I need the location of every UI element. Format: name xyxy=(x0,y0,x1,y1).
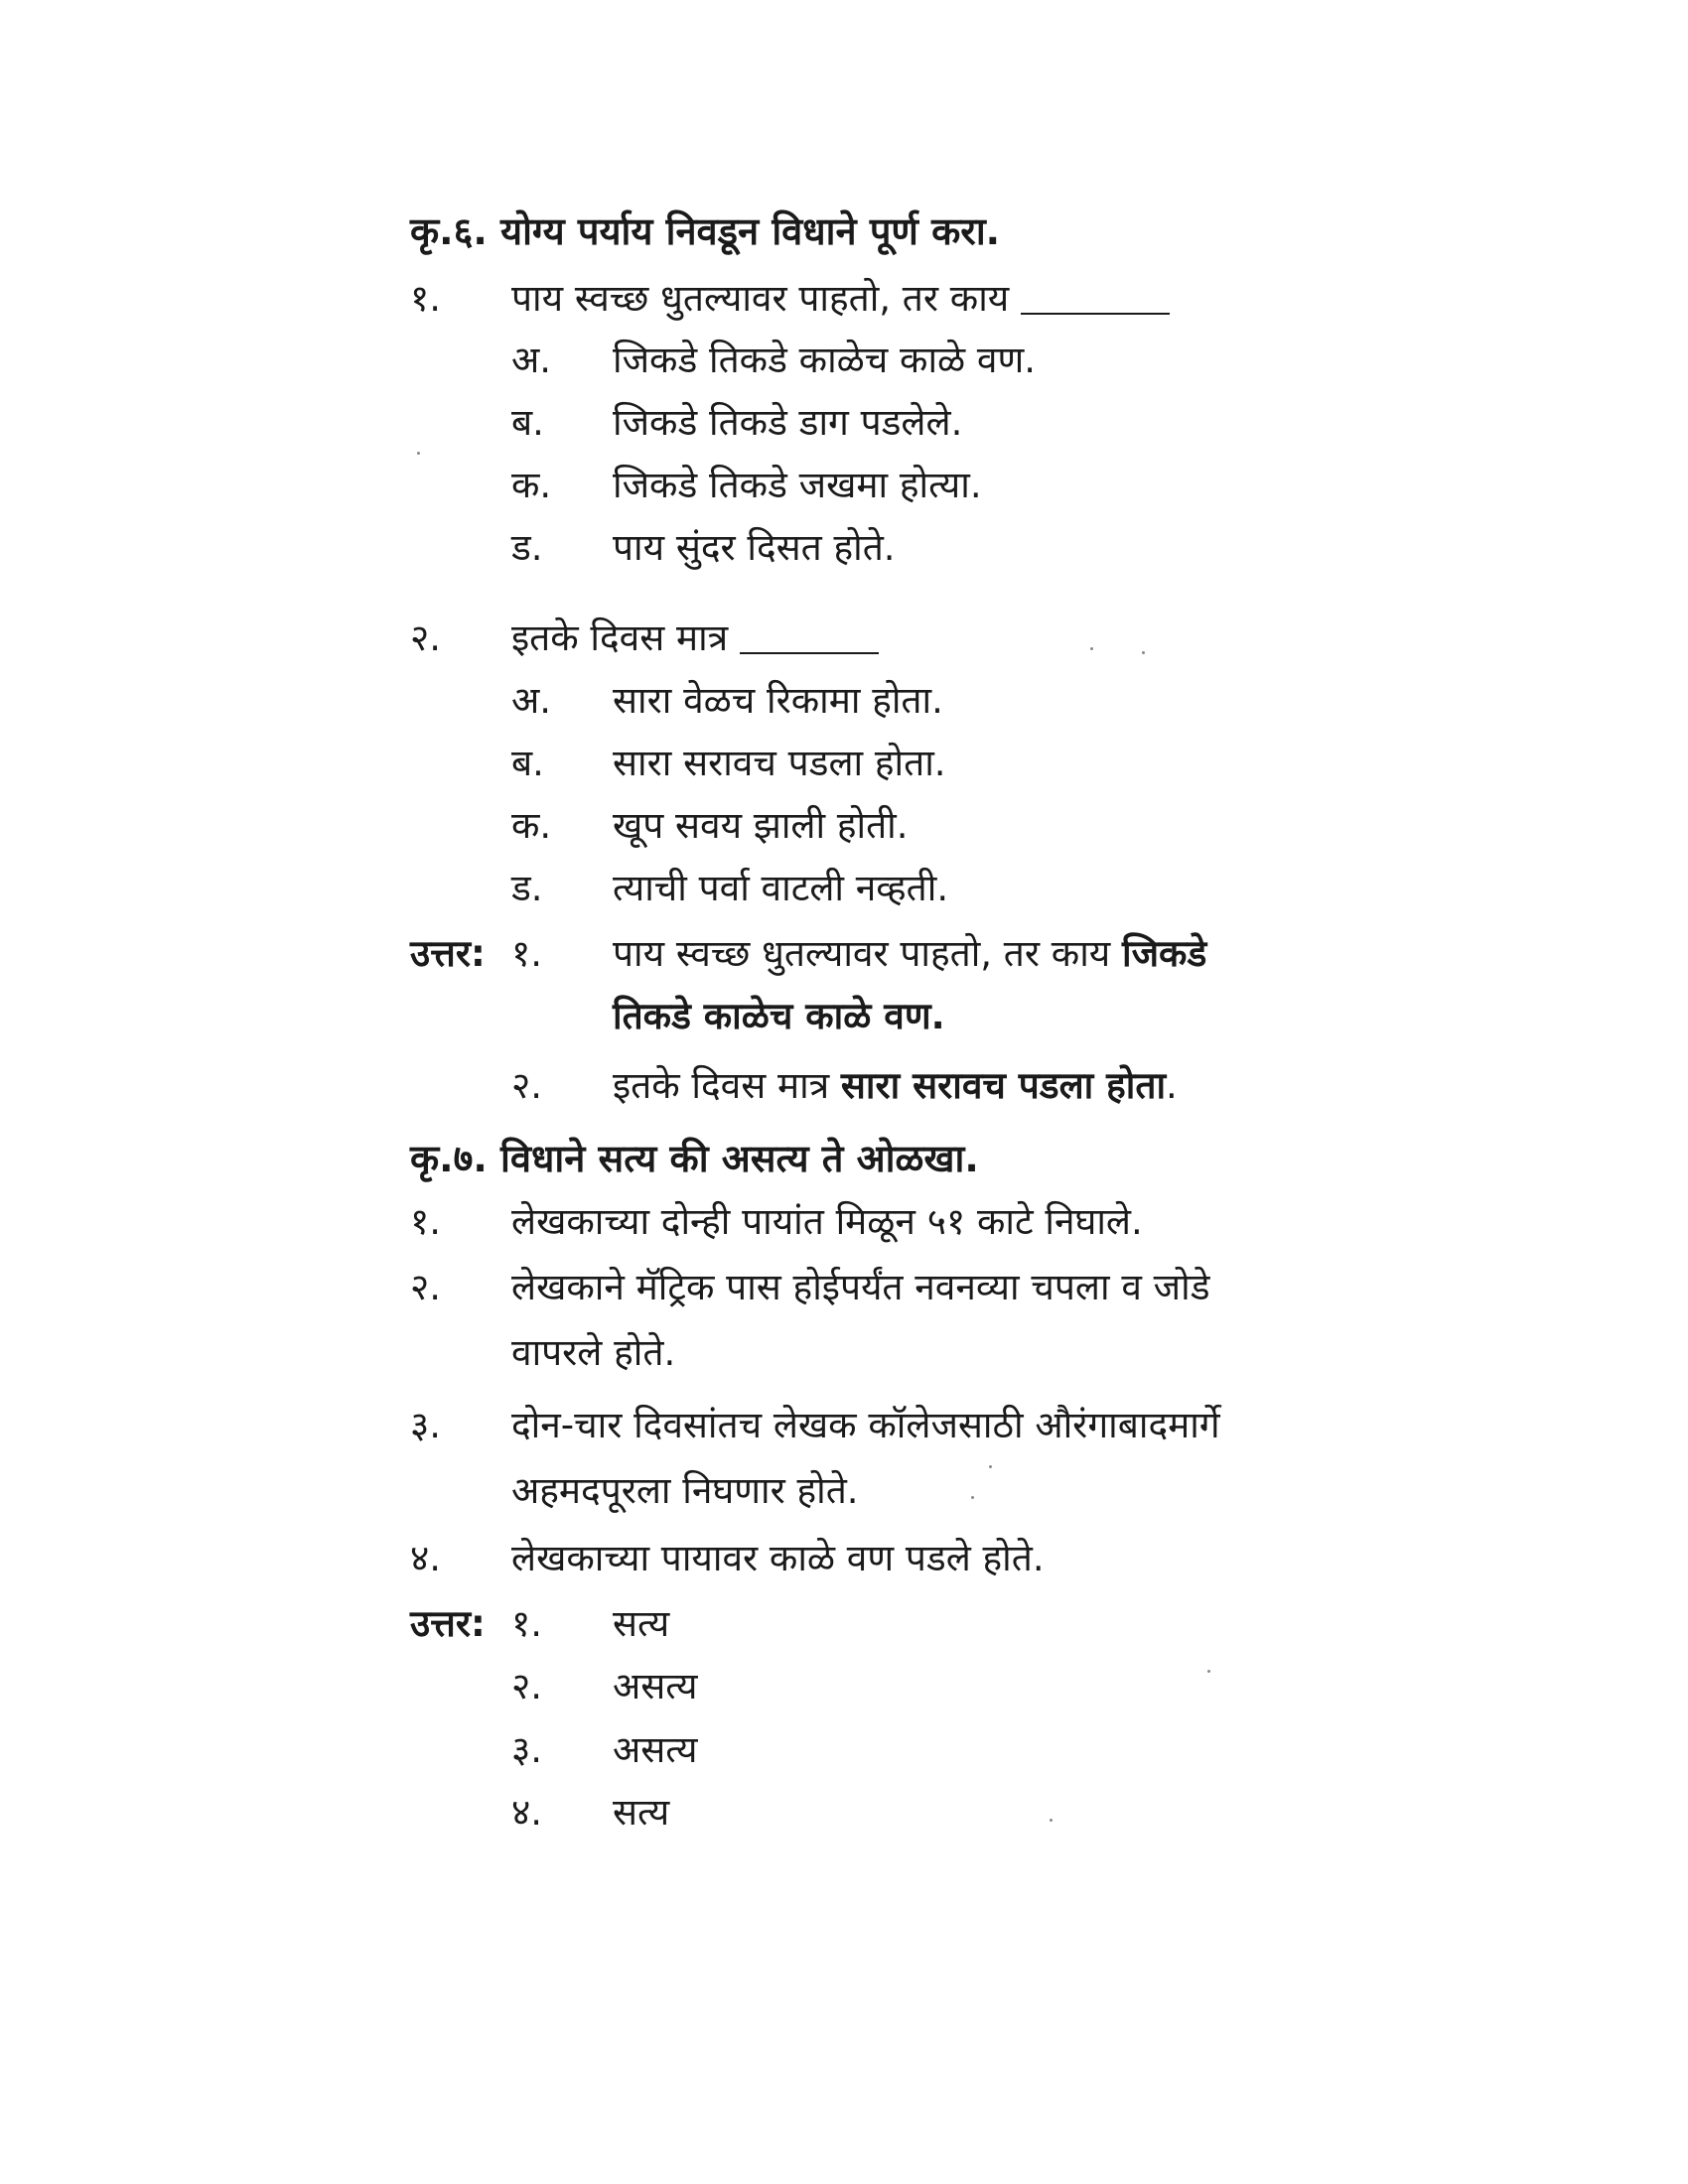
answer-label: उत्तर: xyxy=(410,1602,486,1645)
q6-item-2-option-a: अ. सारा वेळच रिकामा होता. xyxy=(511,679,943,722)
scan-speck xyxy=(1050,1819,1053,1822)
q6-item-1-option-d: ड. पाय सुंदर दिसत होते. xyxy=(511,526,896,569)
q6-answer-2: २. इतके दिवस मात्र सारा सरावच पडला होता. xyxy=(511,1064,1178,1107)
q7-answer-3: ३. असत्य xyxy=(511,1728,698,1771)
q6-item-2-stem: इतके दिवस मात्र xyxy=(511,606,879,671)
q7-item-3: ३. दोन-चार दिवसांतच लेखक कॉलेजसाठी औरंगाबादमार्गे xyxy=(410,1404,1220,1446)
q6-item-1-number: १. xyxy=(410,277,442,320)
scan-speck xyxy=(1207,1670,1210,1673)
q7-answer-1: उत्तर: १. सत्य xyxy=(0,1591,1688,1657)
q7-heading: कृ.७. विधाने सत्य की असत्य ते ओळखा. xyxy=(410,1137,979,1180)
q6-item-1 xyxy=(0,266,1688,332)
q6-heading: कृ.६. योग्य पर्याय निवडून विधाने पूर्ण करा. xyxy=(410,209,1001,253)
scan-speck xyxy=(1142,651,1145,654)
scan-speck xyxy=(989,1465,992,1468)
q7-item-4: ४. लेखकाच्या पायावर काळे वण पडले होते. xyxy=(410,1537,1045,1579)
fill-blank xyxy=(740,652,879,654)
q7-item-2-cont: वापरले होते. xyxy=(511,1331,676,1374)
q6-item-1-option-c: क. जिकडे तिकडे जखमा होत्या. xyxy=(511,464,982,506)
scan-speck xyxy=(1090,647,1093,650)
q6-item-2-option-d: ड. त्याची पर्वा वाटली नव्हती. xyxy=(511,867,949,909)
q6-answer-1: उत्तर: १. पाय स्वच्छ धुतल्यावर पाहतो, तर काय जिकडे xyxy=(0,921,1688,987)
q7-answer-4: ४. सत्य xyxy=(511,1791,670,1834)
q6-item-2-option-b: ब. सारा सरावच पडला होता. xyxy=(511,742,946,784)
q6-item-1-option-b: ब. जिकडे तिकडे डाग पडलेले. xyxy=(511,401,963,444)
q6-item-1-stem: पाय स्वच्छ धुतल्यावर पाहतो, तर काय xyxy=(511,266,1170,332)
q7-item-1: १. लेखकाच्या दोन्ही पायांत मिळून ५१ काटे निघाले. xyxy=(410,1200,1143,1243)
q7-item-2: २. लेखकाने मॅट्रिक पास होईपर्यंत नवनव्या चपला व जोडे xyxy=(410,1266,1210,1308)
answer-label: उत्तर: xyxy=(410,932,486,975)
q6-item-2-option-c: क. खूप सवय झाली होती. xyxy=(511,804,909,847)
q6-item-2 xyxy=(0,606,1688,671)
q6-item-1-option-a: अ. जिकडे तिकडे काळेच काळे वण. xyxy=(511,339,1036,381)
q7-item-3-cont: अहमदपूरला निघणार होते. xyxy=(511,1469,859,1512)
q6-answer-1-cont: तिकडे काळेच काळे वण. xyxy=(613,995,945,1037)
q7-answer-2: २. असत्य xyxy=(511,1665,698,1707)
fill-blank xyxy=(1021,313,1170,315)
scan-speck xyxy=(971,1496,974,1499)
q6-item-2-number: २. xyxy=(410,616,442,659)
scan-speck xyxy=(417,452,420,455)
